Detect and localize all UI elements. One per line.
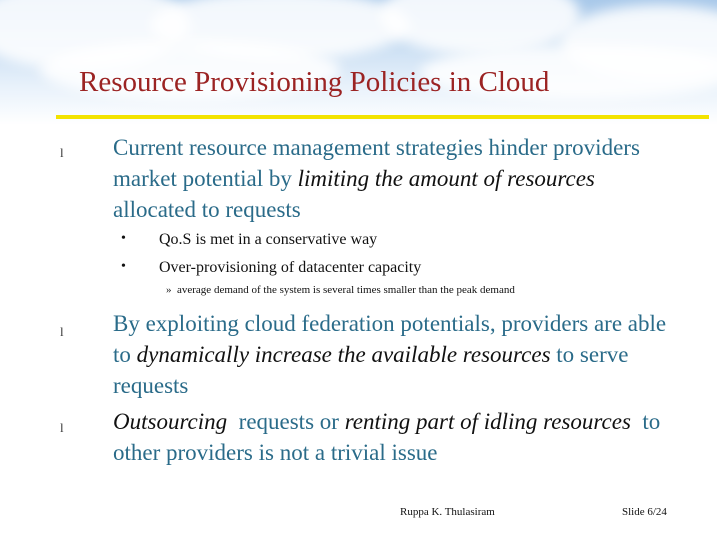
sub-bullet-marker-2: • bbox=[121, 259, 126, 274]
sub-sub-bullet-marker: » bbox=[166, 284, 172, 296]
sub-bullet-2-text: Over-provisioning of datacenter capacity bbox=[159, 259, 422, 276]
sub-bullet-1-text: Qo.S is met in a conservative way bbox=[159, 231, 378, 248]
sky-header-background bbox=[0, 0, 717, 125]
footer-slide-number: Slide 6/24 bbox=[622, 506, 667, 518]
bullet-1-text: Current resource management strategies hinder providers market potential by limiting the amount of resources allocated to requests bbox=[113, 135, 640, 222]
sub-sub-bullet bbox=[166, 284, 515, 296]
bullet-marker-3: l bbox=[60, 420, 64, 435]
footer-author: Ruppa K. Thulasiram bbox=[400, 506, 495, 518]
bullet-3-text: Outsourcing requests or renting part of idling resources to other providers is not a trivial issue bbox=[113, 409, 667, 465]
slide-title: Resource Provisioning Policies in Cloud bbox=[79, 66, 550, 98]
sub-bullet-marker-1: • bbox=[121, 231, 126, 246]
bullet-marker-1: l bbox=[60, 145, 64, 160]
bullet-marker-2: l bbox=[60, 324, 64, 339]
bullet-2-text: By exploiting cloud federation potentials, providers are able to dynamically increase the available resources to serve requests bbox=[113, 311, 667, 398]
title-underline-rule bbox=[56, 115, 709, 119]
sub-sub-bullet-text: average demand of the system is several times smaller than the peak demand bbox=[177, 284, 515, 296]
